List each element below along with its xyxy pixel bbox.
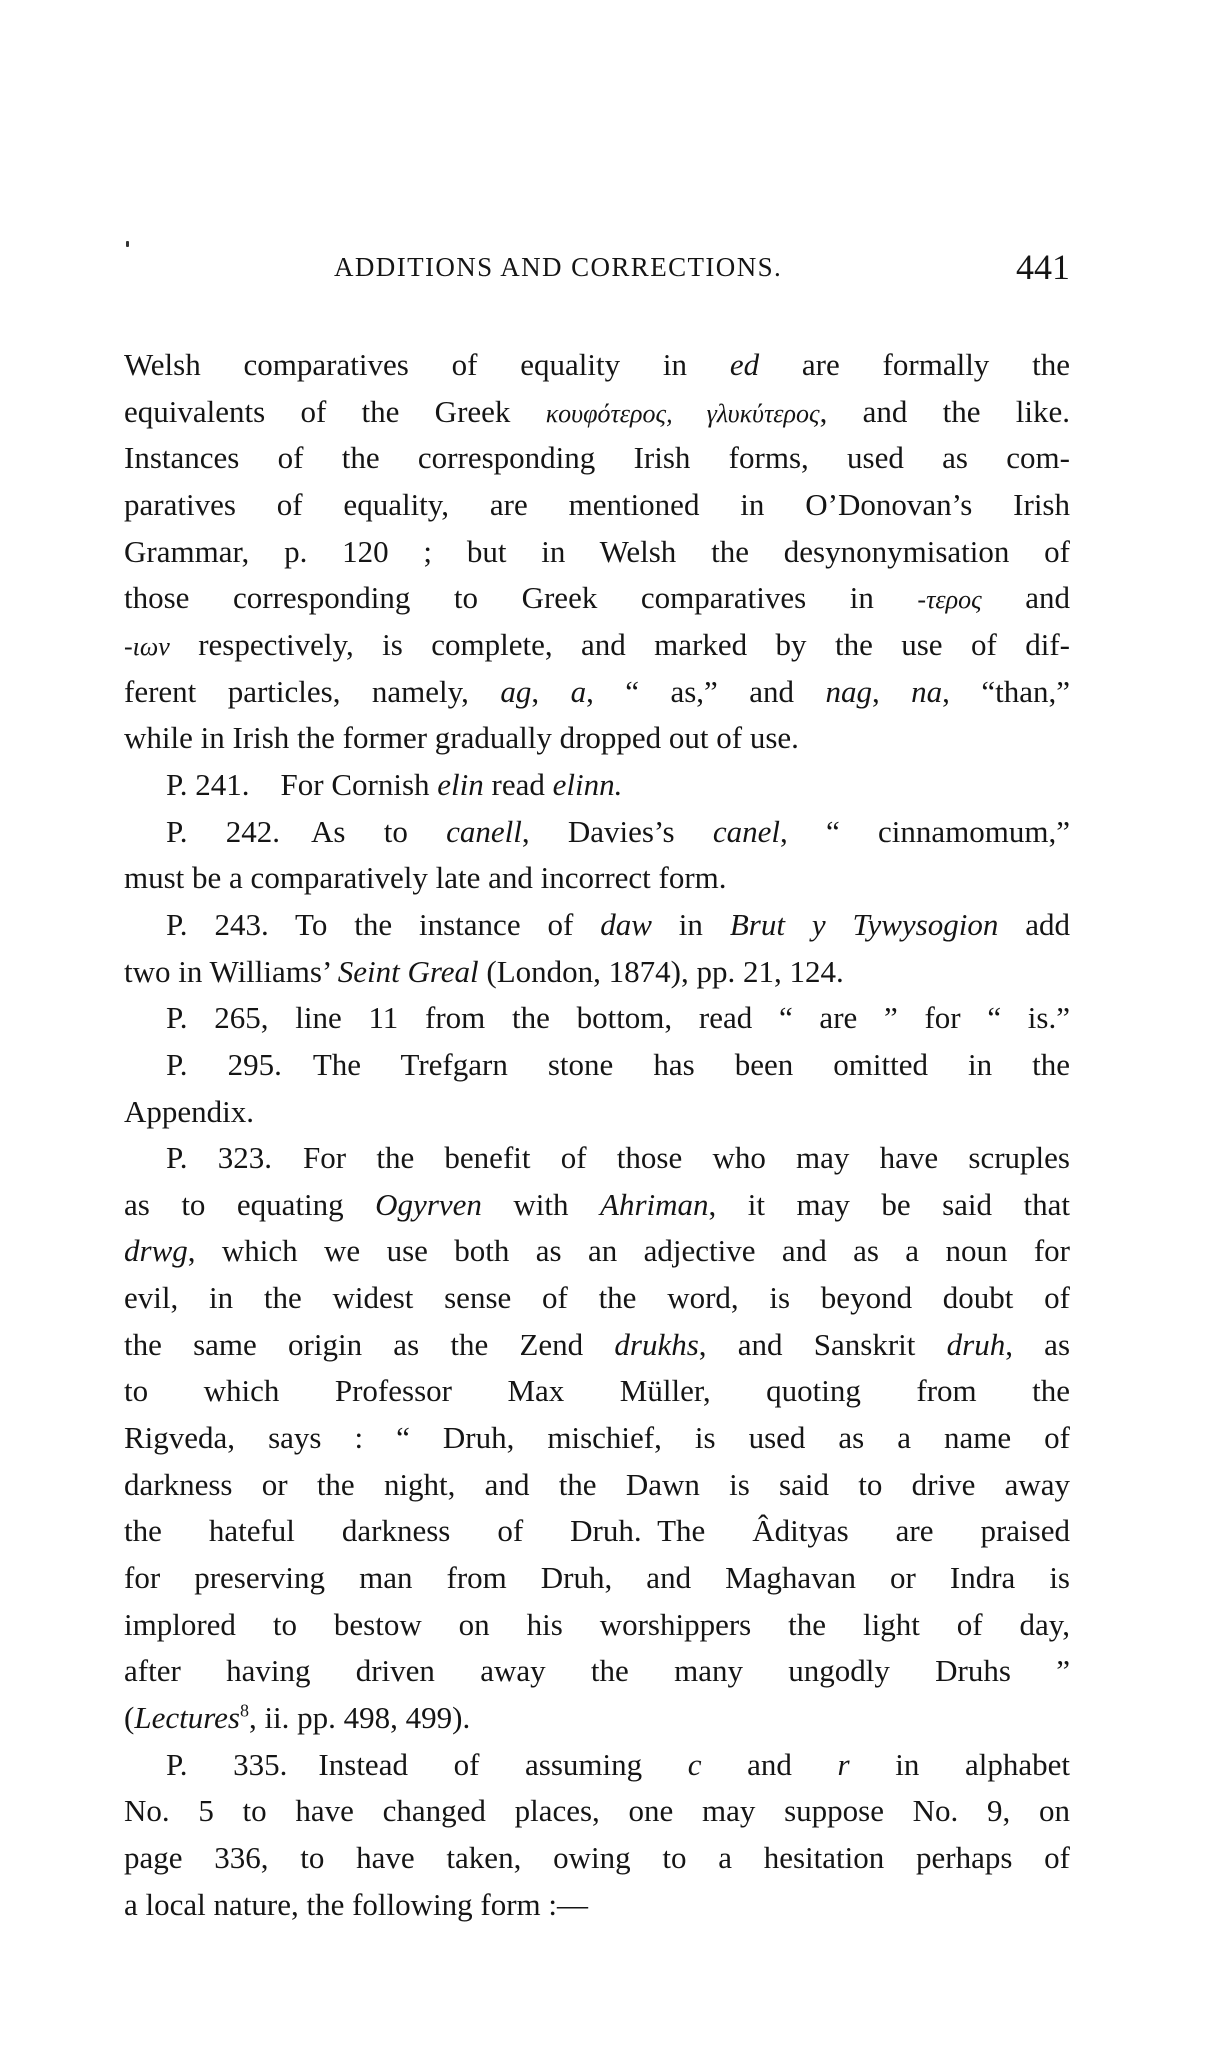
text-line <box>124 435 1070 482</box>
text-line <box>124 1415 1070 1462</box>
greek-text: -ιων <box>124 631 170 661</box>
text-run: and <box>701 1746 838 1782</box>
text-run: two in Williams’ <box>124 953 338 989</box>
text-run: for preserving man from Druh, and Maghavan or Indra is <box>124 1560 1070 1596</box>
text-line <box>124 575 1070 622</box>
text-line <box>124 342 1070 389</box>
italic-text: elin <box>437 766 484 802</box>
text-run: , ii. pp. 498, 499). <box>248 1700 471 1736</box>
text-line <box>124 902 1070 949</box>
text-line <box>124 1042 1070 1089</box>
text-run: and <box>981 580 1071 616</box>
text-run: P. 242. As to <box>166 813 447 849</box>
text-run: with <box>481 1186 601 1222</box>
text-run: Instances of the corresponding Irish forms, used as com- <box>124 440 1070 476</box>
text-run: , it may be said that <box>708 1186 1071 1222</box>
text-run: P. 265, line 11 from the bottom, read “ are ” for “ is.” <box>166 1000 1070 1036</box>
text-line <box>124 1462 1070 1509</box>
text-line <box>124 1508 1070 1555</box>
text-run: , as <box>1005 1326 1071 1362</box>
italic-text: Lectures <box>134 1700 240 1736</box>
text-line <box>124 529 1070 576</box>
print-speck <box>126 241 129 247</box>
text-run: those corresponding to Greek comparatives in <box>124 580 918 616</box>
text-run: add <box>998 906 1071 942</box>
text-line <box>124 949 1070 996</box>
italic-text: Brut y Tywysogion <box>729 906 999 942</box>
text-run: must be a comparatively late and incorrect form. <box>124 860 727 896</box>
text-run: paratives of equality, are mentioned in O’Donovan’s Irish <box>124 486 1070 522</box>
text-line <box>124 1695 1070 1742</box>
text-line <box>124 1555 1070 1602</box>
text-line <box>124 855 1070 902</box>
italic-text: canel <box>712 813 781 849</box>
text-run: Appendix. <box>124 1093 255 1129</box>
text-line <box>124 1135 1070 1182</box>
text-line <box>124 1368 1070 1415</box>
italic-text: Ogyrven <box>375 1186 482 1222</box>
text-run: respectively, is complete, and marked by the use of dif- <box>169 626 1070 662</box>
text-line <box>124 622 1070 669</box>
text-run: P. 243. To the instance of <box>166 906 601 942</box>
text-run: , Davies’s <box>521 813 713 849</box>
greek-text: κουφότερος, γλυκύτερος <box>545 398 820 428</box>
text-line <box>124 1835 1070 1882</box>
body-text <box>124 342 1070 1928</box>
italic-text: elinn. <box>552 766 623 802</box>
text-run: P. 335. Instead of assuming <box>166 1746 688 1782</box>
text-run: in <box>651 906 730 942</box>
italic-text: canell <box>446 813 522 849</box>
text-run: Grammar, p. 120 ; but in Welsh the desynonymisation of <box>124 533 1070 569</box>
text-run: Rigveda, says : “ Druh, mischief, is used as a name of <box>124 1420 1070 1456</box>
text-line <box>124 482 1070 529</box>
text-run: P. 295. The Trefgarn stone has been omitted in the <box>166 1046 1070 1082</box>
text-run: after having driven away the many ungodly Druhs ” <box>124 1653 1070 1689</box>
italic-text: a <box>570 673 587 709</box>
italic-text: ag <box>500 673 532 709</box>
text-run: , “than,” <box>942 673 1071 709</box>
text-run: in alphabet <box>849 1746 1070 1782</box>
italic-text: r <box>837 1746 850 1782</box>
text-line <box>124 1602 1070 1649</box>
text-line <box>124 809 1070 856</box>
text-run: , which we use both as an adjective and as a noun for <box>187 1233 1070 1269</box>
text-run: ferent particles, namely, <box>124 673 501 709</box>
text-run: a local nature, the following form :— <box>124 1886 589 1922</box>
text-line <box>124 1182 1070 1229</box>
text-run: P. 323. For the benefit of those who may have scruples <box>166 1140 1070 1176</box>
text-run: evil, in the widest sense of the word, is beyond doubt of <box>124 1280 1070 1316</box>
greek-text: -τερος <box>917 585 982 615</box>
text-run: are formally the <box>759 347 1070 382</box>
text-run: P. 241. For Cornish <box>166 766 438 802</box>
text-line <box>124 669 1070 716</box>
text-run: as to equating <box>124 1186 376 1222</box>
italic-text: drwg <box>124 1233 188 1269</box>
page-number: 441 <box>1016 247 1070 287</box>
text-line <box>124 1742 1070 1789</box>
text-run: implored to bestow on his worshippers the light of day, <box>124 1606 1070 1642</box>
text-run: , and the like. <box>819 393 1070 429</box>
text-line <box>124 1275 1070 1322</box>
text-line <box>124 1788 1070 1835</box>
italic-text: c <box>687 1746 702 1782</box>
running-title: ADDITIONS AND CORRECTIONS. <box>334 252 783 282</box>
text-run: , <box>871 673 912 709</box>
text-run: No. 5 to have changed places, one may suppose No. 9, on <box>124 1793 1070 1829</box>
text-line <box>124 1322 1070 1369</box>
text-run: the hateful darkness of Druh. The Âdityas are praised <box>124 1513 1070 1549</box>
text-run: to which Professor Max Müller, quoting from the <box>124 1373 1070 1409</box>
italic-text: ed <box>729 347 760 382</box>
italic-text: Seint Greal <box>337 953 479 989</box>
text-run: while in Irish the former gradually dropped out of use. <box>124 720 799 756</box>
text-run: , “ as,” and <box>586 673 826 709</box>
italic-text: na <box>911 673 943 709</box>
text-line <box>124 715 1070 762</box>
italic-text: Ahriman <box>600 1186 709 1222</box>
text-line <box>124 1882 1070 1929</box>
text-run: equivalents of the Greek <box>124 393 546 429</box>
text-run: the same origin as the Zend <box>124 1326 615 1362</box>
text-line <box>124 1228 1070 1275</box>
text-line <box>124 995 1070 1042</box>
text-line <box>124 389 1070 436</box>
text-run: ( <box>124 1700 135 1736</box>
footnote-superscript: 8 <box>239 1700 249 1721</box>
text-run: , <box>531 673 571 709</box>
text-line <box>124 1089 1070 1136</box>
italic-text: daw <box>600 906 652 942</box>
text-run: , and Sanskrit <box>698 1326 947 1362</box>
text-run: read <box>483 766 553 802</box>
italic-text: druh <box>946 1326 1006 1362</box>
running-header <box>124 248 1070 292</box>
text-run: page 336, to have taken, owing to a hesitation perhaps of <box>124 1840 1070 1875</box>
italic-text: drukhs <box>614 1326 699 1362</box>
text-run: (London, 1874), pp. 21, 124. <box>478 953 844 989</box>
text-run: Welsh comparatives of equality in <box>124 347 730 382</box>
text-line <box>124 762 1070 809</box>
text-run: , “ cinnamomum,” <box>780 813 1070 849</box>
text-run: darkness or the night, and the Dawn is said to drive away <box>124 1466 1070 1502</box>
text-line <box>124 1648 1070 1695</box>
italic-text: nag <box>825 673 872 709</box>
